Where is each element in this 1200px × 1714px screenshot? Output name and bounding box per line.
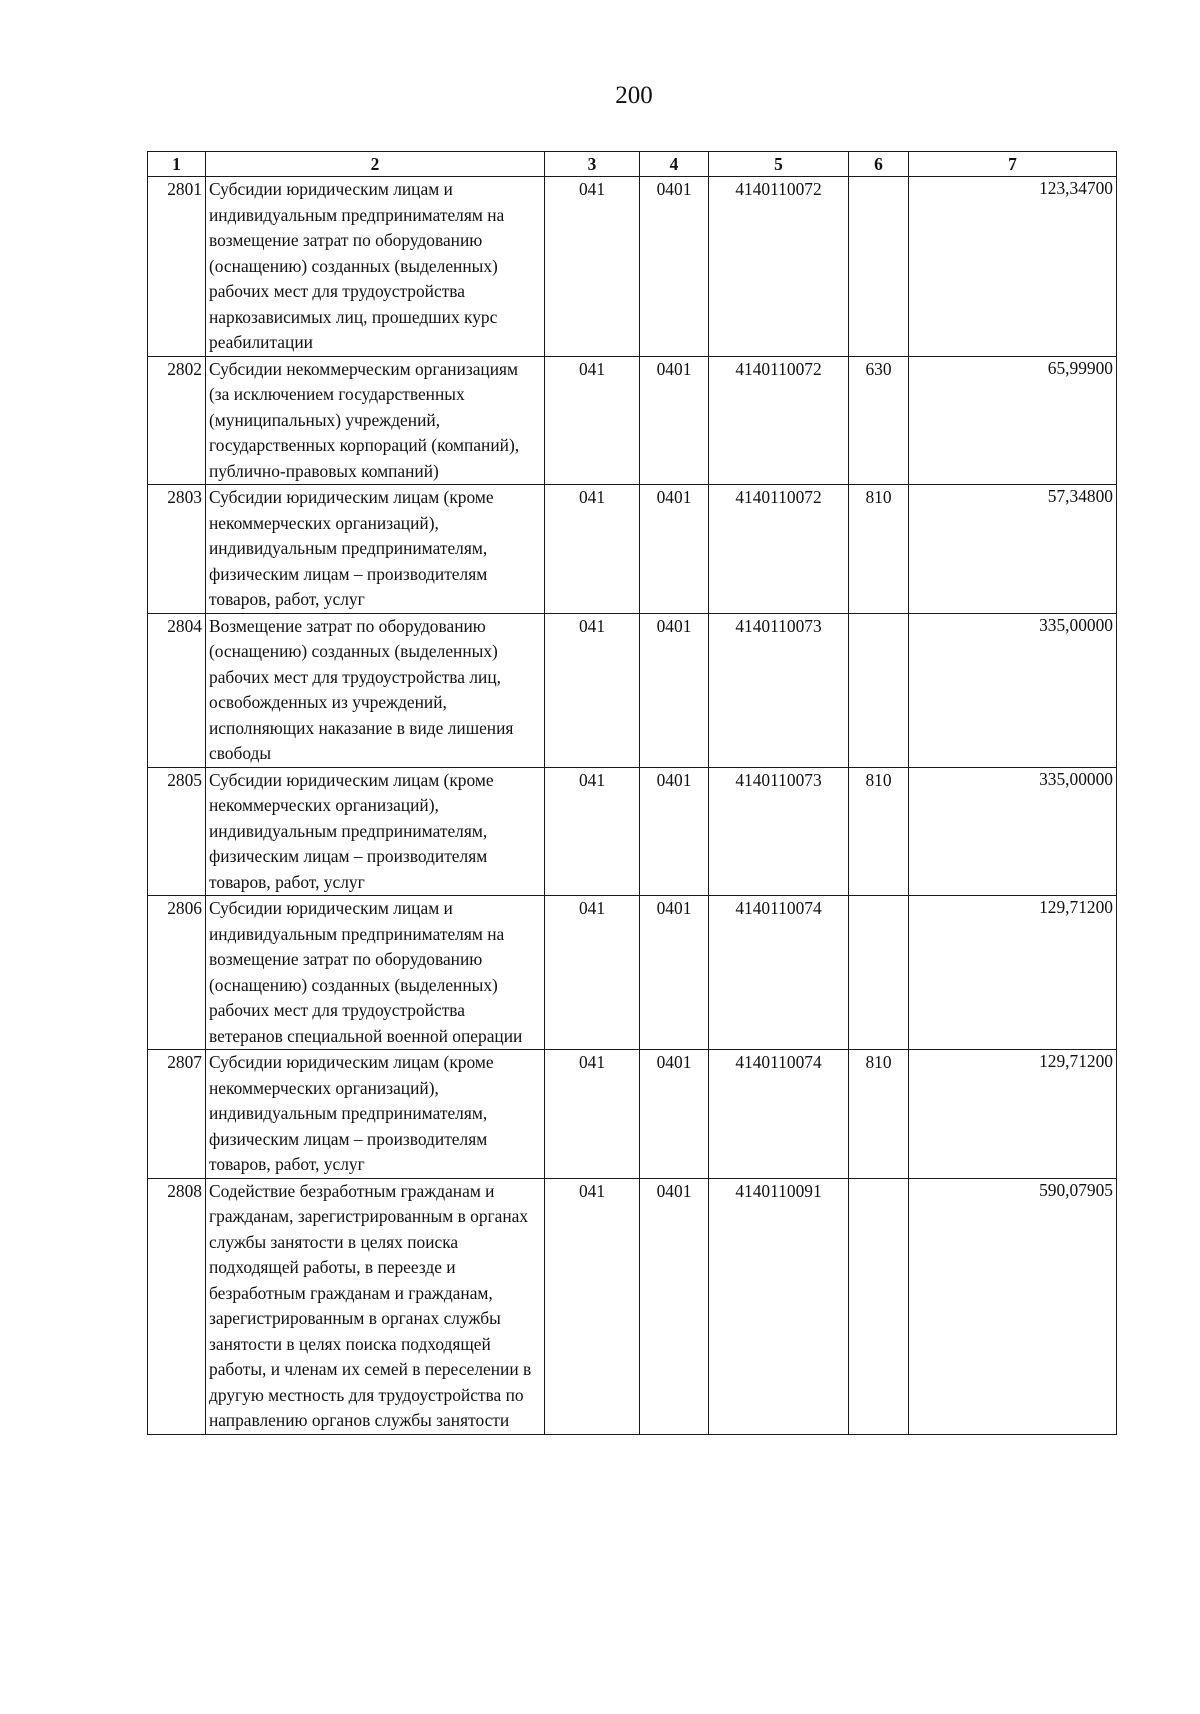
row-description: Субсидии юридическим лицам и индивидуальным предпринимателям на возмещение затрат по оборудованию (оснащению) созданных (выделенных) рабочих мест для трудоустройства ветеранов специальной военной операции (206, 896, 545, 1050)
row-amount: 129,71200 (909, 1050, 1117, 1179)
table-row (148, 485, 1117, 614)
table-row (148, 613, 1117, 767)
row-code: 2804 (148, 613, 206, 767)
row-col4: 0401 (640, 613, 709, 767)
row-col6 (849, 896, 909, 1050)
row-amount: 590,07905 (909, 1178, 1117, 1434)
budget-table (147, 151, 1117, 1435)
row-col4: 0401 (640, 356, 709, 485)
row-amount: 335,00000 (909, 613, 1117, 767)
row-code: 2808 (148, 1178, 206, 1434)
row-col4: 0401 (640, 1178, 709, 1434)
column-header: 2 (206, 152, 545, 177)
row-col5: 4140110074 (709, 1050, 849, 1179)
row-col5: 4140110072 (709, 485, 849, 614)
row-col3: 041 (545, 1178, 640, 1434)
table-row (148, 1178, 1117, 1434)
row-code: 2806 (148, 896, 206, 1050)
row-amount: 123,34700 (909, 177, 1117, 357)
row-col4: 0401 (640, 485, 709, 614)
column-header: 6 (849, 152, 909, 177)
row-amount: 335,00000 (909, 767, 1117, 896)
row-col5: 4140110074 (709, 896, 849, 1050)
row-col5: 4140110073 (709, 767, 849, 896)
row-col5: 4140110091 (709, 1178, 849, 1434)
row-description: Субсидии юридическим лицам (кроме некоммерческих организаций), индивидуальным предпринимателям, физическим лицам – производителям товаров, работ, услуг (206, 1050, 545, 1179)
row-col6 (849, 613, 909, 767)
row-code: 2807 (148, 1050, 206, 1179)
row-code: 2805 (148, 767, 206, 896)
row-amount: 65,99900 (909, 356, 1117, 485)
row-col3: 041 (545, 485, 640, 614)
row-description: Субсидии юридическим лицам (кроме некоммерческих организаций), индивидуальным предпринимателям, физическим лицам – производителям товаров, работ, услуг (206, 767, 545, 896)
table-row (148, 356, 1117, 485)
row-col5: 4140110072 (709, 356, 849, 485)
column-header: 7 (909, 152, 1117, 177)
row-col4: 0401 (640, 177, 709, 357)
row-code: 2801 (148, 177, 206, 357)
row-col6 (849, 177, 909, 357)
row-col6: 810 (849, 767, 909, 896)
row-description: Содействие безработным гражданам и гражданам, зарегистрированным в органах службы занятости в целях поиска подходящей работы, в переезде и безработным гражданам и гражданам, зарегистрированным в органах службы занятости в целях поиска подходящей работы, и членам их семей в переселении в другую местность для трудоустройства по направлению органов службы занятости (206, 1178, 545, 1434)
row-col3: 041 (545, 613, 640, 767)
row-col3: 041 (545, 1050, 640, 1179)
row-description: Субсидии юридическим лицам (кроме некоммерческих организаций), индивидуальным предпринимателям, физическим лицам – производителям товаров, работ, услуг (206, 485, 545, 614)
row-code: 2802 (148, 356, 206, 485)
row-col6: 810 (849, 1050, 909, 1179)
page-number: 200 (615, 82, 653, 109)
row-code: 2803 (148, 485, 206, 614)
table-row (148, 767, 1117, 896)
row-col4: 0401 (640, 896, 709, 1050)
table-header-row (148, 152, 1117, 177)
row-amount: 57,34800 (909, 485, 1117, 614)
row-col6: 810 (849, 485, 909, 614)
row-col3: 041 (545, 356, 640, 485)
row-col6 (849, 1178, 909, 1434)
table-row (148, 896, 1117, 1050)
row-col3: 041 (545, 767, 640, 896)
row-col4: 0401 (640, 1050, 709, 1179)
row-amount: 129,71200 (909, 896, 1117, 1050)
column-header: 4 (640, 152, 709, 177)
row-col5: 4140110072 (709, 177, 849, 357)
table-row (148, 177, 1117, 357)
column-header: 3 (545, 152, 640, 177)
row-description: Субсидии юридическим лицам и индивидуальным предпринимателям на возмещение затрат по оборудованию (оснащению) созданных (выделенных) рабочих мест для трудоустройства наркозависимых лиц, прошедших курс реабилитации (206, 177, 545, 357)
row-col4: 0401 (640, 767, 709, 896)
table-row (148, 1050, 1117, 1179)
row-col5: 4140110073 (709, 613, 849, 767)
column-header: 5 (709, 152, 849, 177)
row-col3: 041 (545, 896, 640, 1050)
column-header: 1 (148, 152, 206, 177)
row-col6: 630 (849, 356, 909, 485)
row-col3: 041 (545, 177, 640, 357)
row-description: Возмещение затрат по оборудованию (оснащению) созданных (выделенных) рабочих мест для трудоустройства лиц, освобожденных из учреждений, исполняющих наказание в виде лишения свободы (206, 613, 545, 767)
row-description: Субсидии некоммерческим организациям (за исключением государственных (муниципальных) учреждений, государственных корпораций (компаний), публично-правовых компаний) (206, 356, 545, 485)
